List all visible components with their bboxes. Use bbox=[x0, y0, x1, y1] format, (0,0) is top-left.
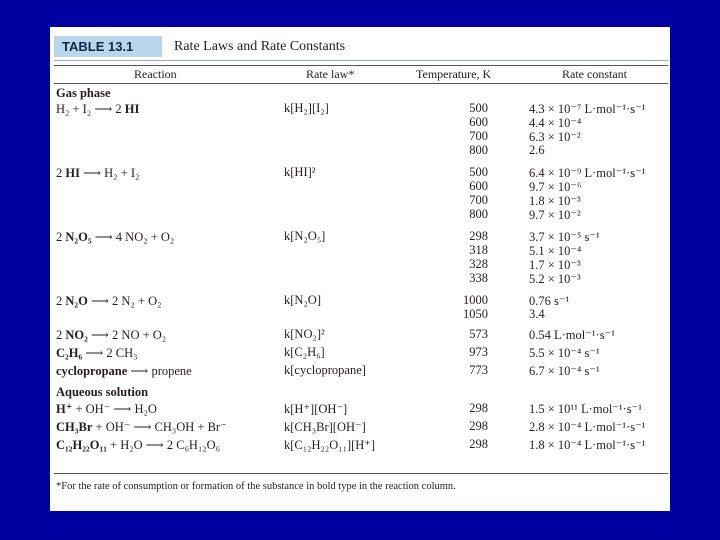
rate-law-cell: k[C₂H₆] bbox=[284, 345, 325, 359]
rate-constant-cell: 2.6 bbox=[529, 143, 545, 157]
reaction-cell: H⁺ + OH⁻ ⟶ H₂O bbox=[56, 402, 157, 416]
table-title-bar bbox=[54, 33, 668, 59]
rate-constant-cell: 1.8 × 10⁻⁴ L·mol⁻¹·s⁻¹ bbox=[529, 438, 646, 452]
temperature-cell: 700 bbox=[469, 129, 488, 143]
reaction-cell: C₂H₆ ⟶ 2 CH₃ bbox=[56, 346, 138, 360]
temperature-cell: 500 bbox=[469, 101, 488, 115]
temperature-cell: 700 bbox=[469, 193, 488, 207]
table-title: Rate Laws and Rate Constants bbox=[174, 39, 346, 54]
rate-constant-cell: 5.5 × 10⁻⁴ s⁻¹ bbox=[529, 346, 600, 360]
rate-constant-cell: 4.4 × 10⁻⁴ bbox=[529, 116, 582, 130]
rate-constant-cell: 0.54 L·mol⁻¹·s⁻¹ bbox=[529, 328, 615, 342]
table-number-badge: TABLE 13.1 bbox=[54, 36, 162, 57]
rate-constant-cell: 1.5 × 10¹¹ L·mol⁻¹·s⁻¹ bbox=[529, 402, 643, 416]
temperature-cell: 1050 bbox=[463, 307, 488, 321]
rate-constant-cell: 5.1 × 10⁻⁴ bbox=[529, 244, 582, 258]
temperature-cell: 573 bbox=[469, 327, 488, 341]
reaction-cell: 2 HI ⟶ H₂ + I₂ bbox=[56, 166, 140, 180]
temperature-cell: 298 bbox=[469, 437, 488, 451]
rate-law-cell: k[N₂O] bbox=[284, 293, 321, 307]
footer-rule bbox=[54, 473, 668, 474]
temperature-cell: 800 bbox=[469, 143, 488, 157]
temperature-cell: 298 bbox=[469, 419, 488, 433]
temperature-cell: 1000 bbox=[463, 293, 488, 307]
reaction-cell: H₂ + I₂ ⟶ 2 HI bbox=[56, 102, 140, 116]
rate-constant-cell: 1.8 × 10⁻³ bbox=[529, 194, 581, 208]
rate-constant-cell: 3.4 bbox=[529, 307, 545, 321]
temperature-cell: 298 bbox=[469, 401, 488, 415]
rate-law-cell: k[CH₃Br][OH⁻] bbox=[284, 420, 366, 434]
rate-law-cell: k[H⁺][OH⁻] bbox=[284, 402, 348, 416]
rate-constant-cell: 9.7 × 10⁻⁶ bbox=[529, 180, 582, 194]
rate-law-cell: k[H₂][I₂] bbox=[284, 101, 329, 115]
rate-constant-cell: 6.3 × 10⁻² bbox=[529, 130, 581, 144]
rate-law-cell: k[cyclopropane] bbox=[284, 363, 366, 377]
rate-constant-cell: 9.7 × 10⁻² bbox=[529, 208, 581, 222]
reaction-cell: 2 N₂O₅ ⟶ 4 NO₂ + O₂ bbox=[56, 230, 175, 244]
reaction-cell: 2 N₂O ⟶ 2 N₂ + O₂ bbox=[56, 294, 162, 308]
reaction-cell: CH₃Br + OH⁻ ⟶ CH₃OH + Br⁻ bbox=[56, 420, 227, 434]
title-divider bbox=[54, 60, 668, 61]
header-rate-constant: Rate constant bbox=[562, 67, 627, 81]
temperature-cell: 298 bbox=[469, 229, 488, 243]
rate-constant-cell: 2.8 × 10⁻⁴ L·mol⁻¹·s⁻¹ bbox=[529, 420, 646, 434]
rate-law-cell: k[NO₂]² bbox=[284, 327, 325, 341]
rate-law-cell: k[HI]² bbox=[284, 165, 316, 179]
temperature-cell: 773 bbox=[469, 363, 488, 377]
temperature-cell: 600 bbox=[469, 115, 488, 129]
temperature-cell: 600 bbox=[469, 179, 488, 193]
reaction-cell: C₁₂H₂₂O₁₁ + H₂O ⟶ 2 C₆H₁₂O₆ bbox=[56, 438, 221, 452]
temperature-cell: 500 bbox=[469, 165, 488, 179]
table-footnote: *For the rate of consumption or formation of the substance in bold type in the reaction column. bbox=[56, 481, 456, 492]
temperature-cell: 328 bbox=[469, 257, 488, 271]
reaction-cell: 2 NO₂ ⟶ 2 NO + O₂ bbox=[56, 328, 167, 342]
header-temperature: Temperature, K bbox=[416, 67, 492, 81]
header-reaction: Reaction bbox=[134, 67, 177, 81]
header-rate-law: Rate law* bbox=[306, 67, 355, 81]
rate-law-cell: k[C₁₂H₂₂O₁₁][H⁺] bbox=[284, 438, 376, 452]
temperature-cell: 338 bbox=[469, 271, 488, 285]
section-gas-phase: Gas phase bbox=[56, 86, 111, 100]
table-header bbox=[54, 65, 668, 83]
reaction-cell: cyclopropane ⟶ propene bbox=[56, 364, 192, 378]
temperature-cell: 973 bbox=[469, 345, 488, 359]
rate-constant-cell: 5.2 × 10⁻³ bbox=[529, 272, 581, 286]
rate-constant-cell: 6.7 × 10⁻⁴ s⁻¹ bbox=[529, 364, 600, 378]
header-bottom-rule bbox=[54, 83, 668, 84]
rate-constant-cell: 1.7 × 10⁻³ bbox=[529, 258, 581, 272]
section-aqueous: Aqueous solution bbox=[56, 385, 149, 399]
rate-constant-cell: 3.7 × 10⁻⁵ s⁻¹ bbox=[529, 230, 600, 244]
rate-constant-cell: 6.4 × 10⁻⁹ L·mol⁻¹·s⁻¹ bbox=[529, 166, 646, 180]
rate-constant-cell: 0.76 s⁻¹ bbox=[529, 294, 570, 308]
temperature-cell: 318 bbox=[469, 243, 488, 257]
temperature-cell: 800 bbox=[469, 207, 488, 221]
table-card bbox=[50, 27, 670, 511]
rate-constant-cell: 4.3 × 10⁻⁷ L·mol⁻¹·s⁻¹ bbox=[529, 102, 646, 116]
rate-law-cell: k[N₂O₅] bbox=[284, 229, 326, 243]
